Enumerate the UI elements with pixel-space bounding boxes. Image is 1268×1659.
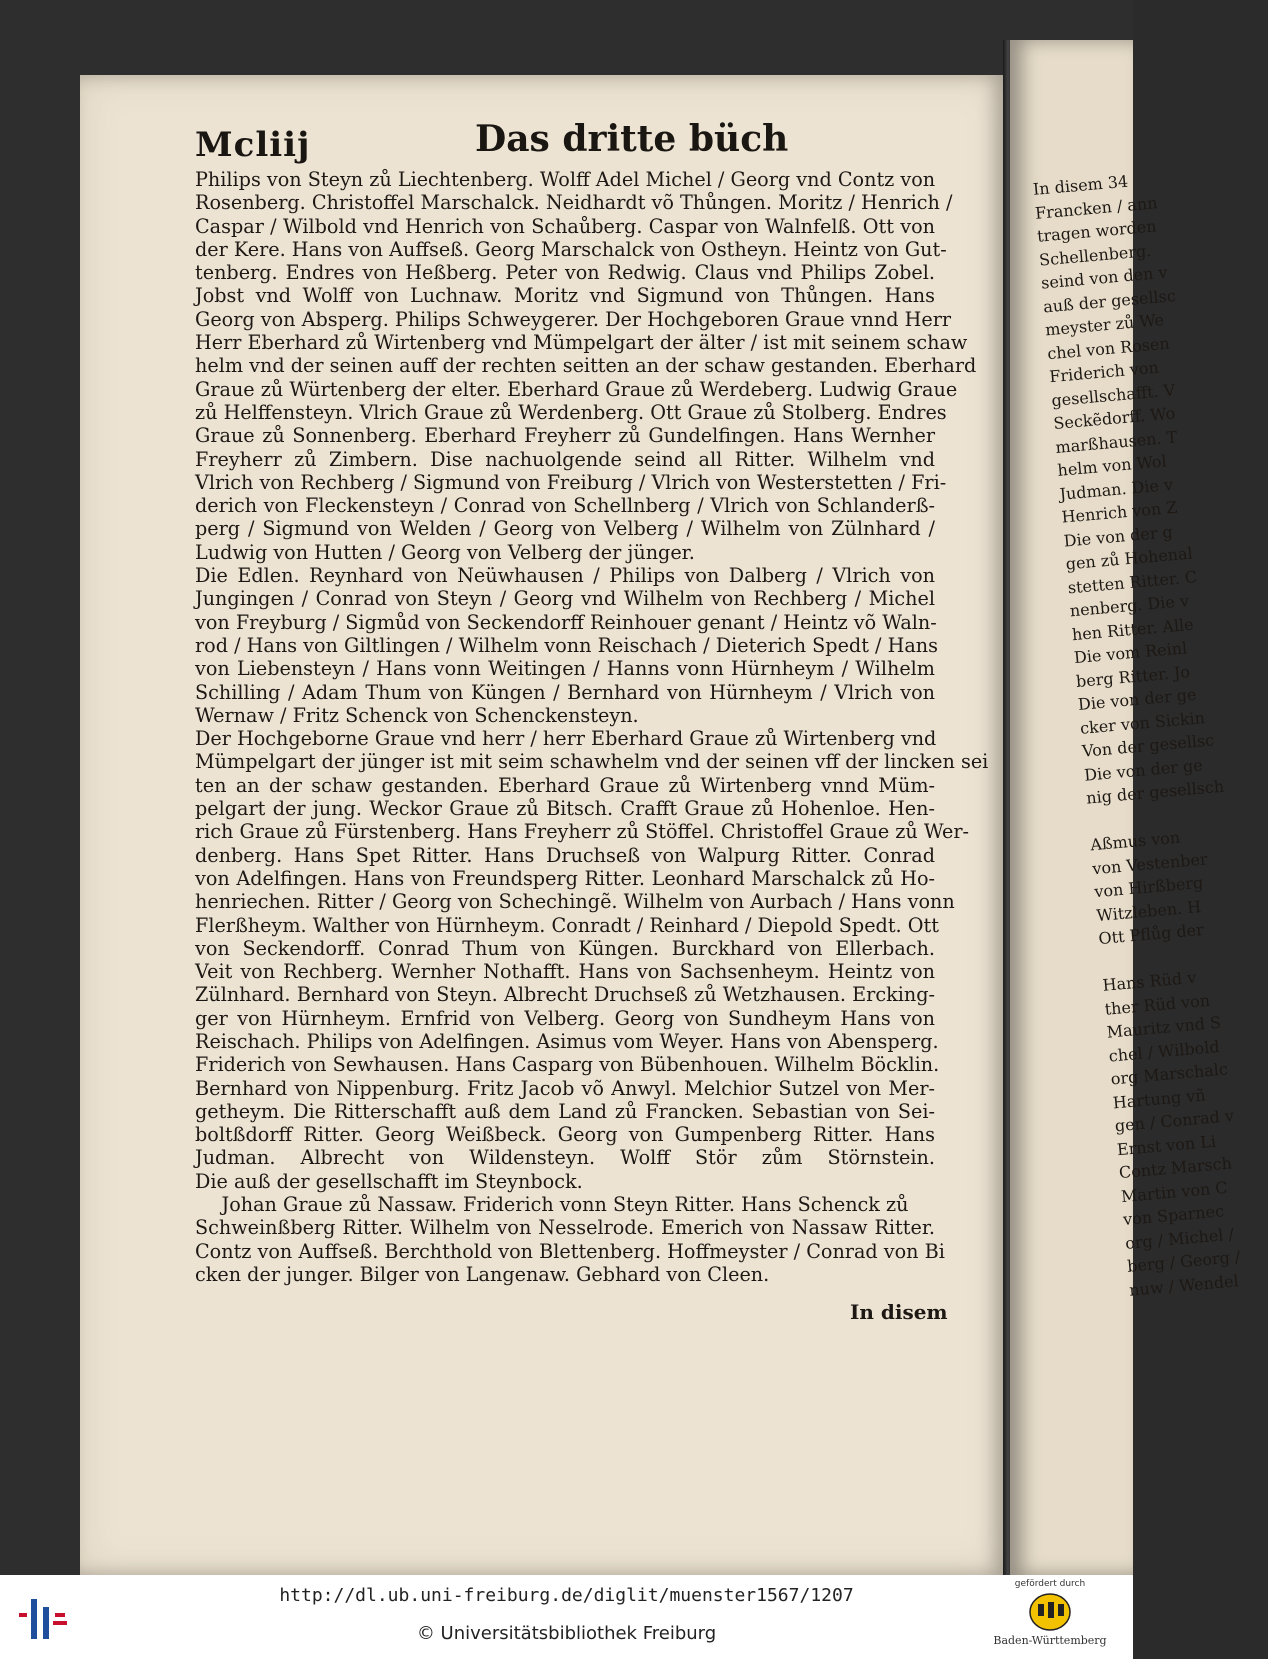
facing-text-line: Mauritz vnd S — [1105, 1012, 1222, 1042]
text-line: Friderich von Sewhausen. Hans Casparg von Bübenhouen. Wilhelm Böcklin. — [195, 1053, 940, 1077]
facing-page-text — [1032, 168, 1240, 1301]
text-line: boltßdorff Ritter. Georg Weißbeck. Georg von Gumpenberg Ritter. Hans — [195, 1123, 935, 1147]
text-line: Herr Eberhard zů Wirtenberg vnd Mümpelgart der älter / ist mit seinem schaw — [195, 331, 968, 355]
sponsor-name: Baden-Württemberg — [993, 1634, 1107, 1647]
facing-text-line: Henrich von Z — [1060, 497, 1179, 527]
text-line: von Liebensteyn / Hans vonn Weitingen / Hanns vonn Hürnheym / Wilhelm — [195, 657, 935, 681]
text-line: Freyherr zů Zimbern. Dise nachuolgende seind all Ritter. Wilhelm vnd — [195, 447, 935, 471]
baden-wuerttemberg-crest-icon — [1028, 1592, 1072, 1632]
text-line: Schweinßberg Ritter. Wilhelm von Nesselrode. Emerich von Nassaw Ritter. — [195, 1216, 935, 1240]
text-line: von Seckendorff. Conrad Thum von Küngen. Burckhard von Ellerbach. — [195, 936, 935, 960]
facing-text-line: Ernst von Li — [1116, 1131, 1217, 1159]
facing-text-line: nuw / Wendel — [1128, 1270, 1240, 1300]
text-line: helm vnd der seinen auff der rechten seitten an der schaw gestanden. Eberhard — [195, 354, 977, 378]
catchword: In disem — [850, 1300, 948, 1324]
facing-text-line: tragen worden — [1036, 216, 1158, 246]
text-line: Jobst vnd Wolff von Luchnaw. Moritz vnd Sigmund von Thůngen. Hans — [195, 284, 935, 308]
text-line: Graue zů Würtenberg der elter. Eberhard Graue zů Werdeberg. Ludwig Graue — [195, 377, 958, 401]
facing-text-line: seind von den v — [1040, 262, 1169, 293]
facing-text-line: marßhausen. T — [1054, 426, 1178, 457]
copyright-text: © Universitätsbibliothek Freiburg — [416, 1623, 717, 1644]
text-line: rich Graue zů Fürstenberg. Hans Freyherr zů Stöffel. Christoffel Graue zů Wer- — [195, 820, 970, 844]
facing-text-line: gesellschafft. V — [1050, 379, 1176, 410]
text-line: Bernhard von Nippenburg. Fritz Jacob võ Anwyl. Melchior Sutzel von Mer- — [195, 1076, 935, 1100]
facing-text-line: Die von der ge — [1077, 684, 1198, 714]
text-line: Jungingen / Conrad von Steyn / Georg vnd Wilhelm von Rechberg / Michel — [195, 587, 935, 611]
page-folio: Mcliij — [195, 125, 311, 165]
facing-text-line: Contz Marsch — [1118, 1153, 1233, 1183]
text-line: von Adelfingen. Hans von Freundsperg Ritter. Leonhard Marschalck zů Ho- — [195, 866, 935, 890]
facing-text-line: Seckẽdorff. Wo — [1052, 403, 1176, 434]
text-line: getheym. Die Ritterschafft auß dem Land zů Francken. Sebastian von Sei- — [195, 1099, 935, 1123]
sponsor-caption: gefördert durch — [1014, 1579, 1086, 1589]
text-line: Schilling / Adam Thum von Küngen / Bernhard von Hürnheym / Vlrich von — [195, 680, 935, 704]
facing-text-line: Die von der g — [1062, 521, 1174, 551]
facing-text-line: auß der gesellsc — [1042, 285, 1177, 316]
text-line: pelgart der jung. Weckor Graue zů Bitsch. Crafft Graue zů Hohenloe. Hen- — [195, 797, 935, 821]
facing-text-line: meyster zů We — [1044, 310, 1165, 340]
viewer-footer — [0, 1575, 1133, 1659]
facing-text-line: chel von Rosen — [1046, 333, 1171, 363]
facing-text-line: helm von Wol — [1056, 451, 1168, 480]
page-body-text — [195, 168, 989, 1286]
text-line: von Freyburg / Sigmůd von Seckendorff Reinhouer genant / Heintz võ Waln- — [195, 610, 937, 634]
facing-text-line: nig der gesellsch — [1085, 776, 1225, 808]
running-head: Das dritte büch — [475, 118, 789, 160]
facing-text-line: von Vestenber — [1091, 848, 1209, 878]
facing-text-line: Schellenberg. — [1038, 240, 1152, 270]
facing-text-line: gen / Conrad v — [1114, 1106, 1235, 1136]
text-line: der Kere. Hans von Auffseß. Georg Marschalck von Ostheyn. Heintz von Gut- — [195, 237, 947, 261]
facing-text-line: nenberg. Die v — [1069, 590, 1190, 621]
facing-text-line: Hartung vñ — [1112, 1084, 1207, 1112]
facing-text-line: Ott Pflůg der — [1097, 919, 1205, 949]
facing-text-line: cker von Sickin — [1079, 707, 1206, 738]
text-line: Philips von Steyn zů Liechtenberg. Wolff Adel Michel / Georg vnd Contz von — [195, 168, 936, 191]
text-line: Contz von Auffseß. Berchthold von Blettenberg. Hoffmeyster / Conrad von Bi — [195, 1239, 945, 1263]
text-line: Die Edlen. Reynhard von Neüwhausen / Philips von Dalberg / Vlrich von — [195, 564, 935, 588]
text-line: Wernaw / Fritz Schenck von Schenckensteyn. — [195, 703, 639, 727]
text-line: Zülnhard. Bernhard von Steyn. Albrecht Druchseß zů Wetzhausen. Ercking- — [195, 983, 935, 1007]
text-line: Flerßheym. Walther von Hürnheym. Conradt / Reinhard / Diepold Spedt. Ott — [195, 913, 939, 937]
facing-text-line: von Sparnec — [1122, 1201, 1225, 1229]
text-line: Die auß der gesellschafft im Steynbock. — [195, 1169, 583, 1193]
facing-text-line: ther Rüd von — [1103, 990, 1211, 1019]
text-line: henriechen. Ritter / Georg von Schechingẽ. Wilhelm von Aurbach / Hans vonn — [195, 890, 955, 914]
facing-text-line: chel / Wilbold — [1107, 1036, 1221, 1066]
facing-text-line: stetten Ritter. C — [1066, 566, 1198, 597]
facing-text-line: hen Ritter. Alle — [1071, 614, 1195, 644]
text-line: ten an der schaw gestanden. Eberhard Graue zů Wirtenberg vnnd Müm- — [195, 773, 935, 797]
text-line: Mümpelgart der jünger ist mit seim schawhelm vnd der seinen vff der lincken sei — [195, 750, 989, 774]
text-line: perg / Sigmund von Welden / Georg von Velberg / Wilhelm von Zülnhard / — [195, 517, 935, 541]
text-line: Rosenberg. Christoffel Marschalck. Neidhardt võ Thůngen. Moritz / Henrich / — [195, 191, 953, 215]
text-line: Georg von Absperg. Philips Schweygerer. Der Hochgeboren Graue vnnd Herr — [195, 307, 952, 331]
text-line: tenberg. Endres von Heßberg. Peter von Redwig. Claus vnd Philips Zobel. — [195, 261, 935, 285]
text-line: Johan Graue zů Nassaw. Friderich vonn Steyn Ritter. Hans Schenck zů — [221, 1193, 909, 1217]
facing-text-line: Witzleben. H — [1095, 896, 1202, 925]
text-line: cken der junger. Bilger von Langenaw. Gebhard von Cleen. — [195, 1262, 770, 1286]
facing-text-line: Von der gesellsc — [1081, 730, 1215, 761]
text-line: derich von Fleckensteyn / Conrad von Schellnberg / Vlrich von Schlanderß- — [195, 494, 935, 518]
text-line: Judman. Albrecht von Wildensteyn. Wolff Stör zům Störnstein. — [195, 1146, 935, 1170]
text-line: ger von Hürnheym. Ernfrid von Velberg. Georg von Sundheym Hans von — [195, 1006, 935, 1030]
facing-text-line: org Marschalc — [1110, 1059, 1229, 1089]
facing-text-line: Friderich von — [1048, 357, 1160, 387]
facing-text-line: berg Ritter. Jo — [1075, 661, 1191, 691]
text-line: denberg. Hans Spet Ritter. Hans Druchseß von Walpurg Ritter. Conrad — [195, 843, 935, 867]
facing-text-line: gen zů Hohenal — [1064, 543, 1194, 574]
facing-text-line: org / Michel / — [1124, 1223, 1235, 1253]
facing-text-line: Die vom Reinl — [1073, 638, 1188, 668]
facing-text-line: In disem 34 — [1032, 171, 1129, 199]
facing-text-line: von Hirßberg — [1093, 872, 1204, 902]
facing-text-line: Judman. Die v — [1058, 474, 1174, 504]
text-line: Der Hochgeborne Graue vnd herr / herr Eberhard Graue zů Wirtenberg vnd — [195, 727, 937, 751]
text-line: rod / Hans von Giltlingen / Wilhelm vonn Reischach / Dieterich Spedt / Hans — [195, 633, 938, 657]
text-line: Vlrich von Rechberg / Sigmund von Freiburg / Vlrich von Westerstetten / Fri- — [195, 470, 947, 494]
facing-text-line: Die von der ge — [1083, 754, 1204, 785]
facing-text-line: Francken / ann — [1034, 192, 1159, 223]
text-line: Caspar / Wilbold vnd Henrich von Schaůberg. Caspar von Walnfelß. Ott von — [195, 214, 935, 238]
text-line: zů Helffensteyn. Vlrich Graue zů Werdenberg. Ott Graue zů Stolberg. Endres — [195, 400, 947, 424]
facing-text-line: Aßmus von — [1089, 827, 1181, 855]
text-line: Graue zů Sonnenberg. Eberhard Freyherr zů Gundelfingen. Hans Wernher — [195, 424, 935, 448]
facing-text-line: berg / Georg / — [1126, 1246, 1242, 1276]
text-line: Veit von Rechberg. Wernher Nothafft. Hans von Sachsenheym. Heintz von — [195, 960, 935, 984]
book-page-right — [1010, 40, 1242, 1575]
facing-text-line: Martin von C — [1120, 1177, 1229, 1206]
facing-text-line: Hans Rüd v — [1101, 967, 1197, 995]
text-line: Reischach. Philips von Adelfingen. Asimus vom Weyer. Hans von Abensperg. — [195, 1029, 939, 1053]
permalink-url[interactable]: http://dl.ub.uni-freiburg.de/diglit/muenster1567/1207 — [279, 1585, 854, 1606]
sponsor-block — [975, 1579, 1125, 1647]
text-line: Ludwig von Hutten / Georg von Velberg der jünger. — [195, 540, 695, 564]
